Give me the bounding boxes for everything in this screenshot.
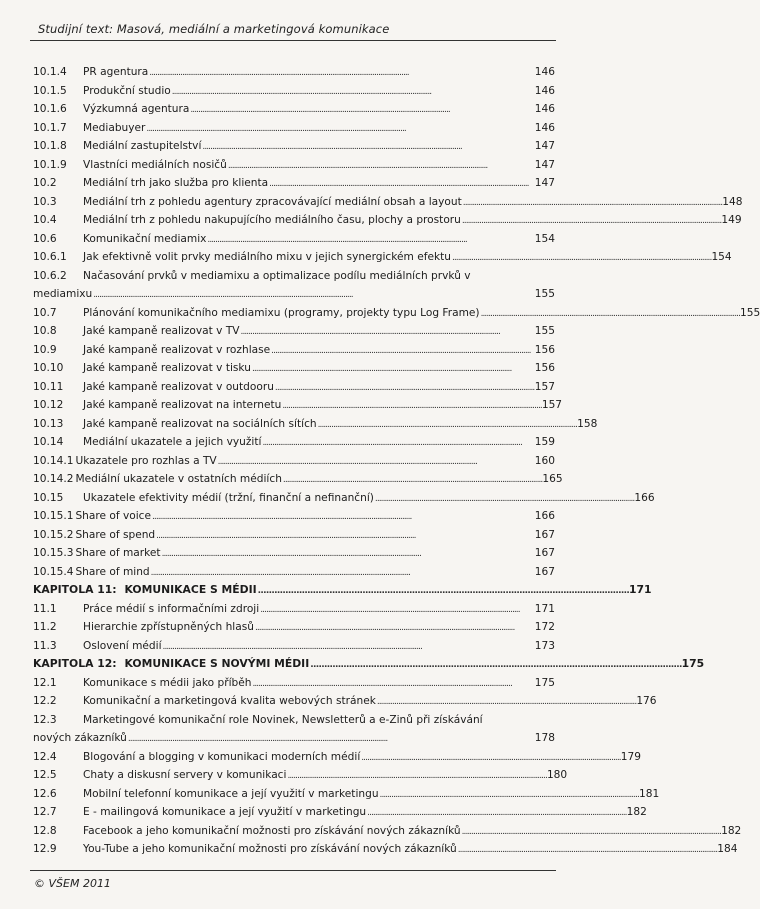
dot-leader <box>128 729 534 749</box>
dot-leader <box>152 507 534 527</box>
toc-entry-page: 156 <box>534 362 555 374</box>
toc-entry-number: 10.3 <box>33 195 57 208</box>
toc-entry-page: 180 <box>546 769 568 781</box>
dot-leader <box>252 674 533 694</box>
toc-entry <box>33 230 555 249</box>
toc-entry-number: 12.8 <box>33 824 57 837</box>
toc-entry <box>33 341 555 360</box>
toc-entry-page: 146 <box>534 121 555 134</box>
dot-leader <box>269 174 534 194</box>
toc-entry-number: 10.7 <box>33 306 57 319</box>
toc-entry <box>33 267 555 304</box>
dot-leader <box>380 785 638 805</box>
toc-entry <box>33 396 563 415</box>
toc-entry-number: 12.6 <box>33 787 57 800</box>
toc-entry-title: Mediální ukazatele v ostatních médiích <box>75 473 282 485</box>
toc-entry-number: KAPITOLA 11: <box>33 583 117 596</box>
toc-entry-title: Jak efektivně volit prvky mediálního mixu v jejich synergickém efektu <box>83 251 451 263</box>
toc-entry <box>33 359 555 378</box>
toc-entry-title: Mediální trh z pohledu nakupujícího mediálního času, plochy a prostoru <box>83 214 461 226</box>
toc-entry-title: KOMUNIKACE S NOVÝMI MÉDII <box>124 657 310 670</box>
toc-entry-page: 155 <box>534 288 555 300</box>
dot-leader <box>252 359 534 379</box>
toc-entry-number: 10.13 <box>33 417 64 430</box>
toc-entry-title: KOMUNIKACE S MÉDII <box>124 583 257 596</box>
toc-entry-number: 10.14.1 <box>33 454 74 467</box>
dot-leader <box>258 581 628 601</box>
toc-entry <box>33 452 555 471</box>
toc-entry <box>33 100 555 119</box>
toc-entry <box>33 803 647 822</box>
toc-entry-title: E - mailingová komunikace a její využití v marketingu <box>83 806 367 818</box>
toc-entry-number: 10.6.2 <box>33 269 67 282</box>
toc-entry-page: 166 <box>534 510 555 522</box>
toc-entry <box>33 322 555 341</box>
toc-entry-number: 10.1.4 <box>33 66 67 78</box>
toc-entry-number: 12.7 <box>33 806 57 818</box>
toc-entry <box>33 211 742 230</box>
dot-leader <box>146 119 533 139</box>
dot-leader <box>318 415 576 435</box>
toc-entry-number: 10.2 <box>33 177 57 189</box>
dot-leader <box>262 433 533 453</box>
toc-entry <box>33 618 555 637</box>
toc-entry-number: 10.15.1 <box>33 510 74 522</box>
toc-entry-title: Jaké kampaně realizovat v outdooru <box>83 380 274 393</box>
toc-entry-number: KAPITOLA 12: <box>33 657 117 670</box>
toc-entry-title: Share of mind <box>75 565 150 578</box>
dot-leader <box>462 822 720 842</box>
toc-entry-page: 182 <box>626 806 647 818</box>
dot-leader <box>271 341 534 361</box>
toc-entry <box>33 785 660 804</box>
dot-leader <box>377 692 635 712</box>
toc-entry-number: 10.1.6 <box>33 103 67 115</box>
toc-entry <box>33 433 555 452</box>
toc-entry-page: 182 <box>721 824 742 837</box>
toc-entry-number: 10.15 <box>33 491 64 504</box>
dot-leader <box>462 211 720 231</box>
toc-entry <box>33 711 555 748</box>
toc-entry-number: 10.8 <box>33 325 57 337</box>
toc-chapter-heading <box>33 581 652 600</box>
toc-entry-page: 155 <box>740 306 760 319</box>
dot-leader <box>163 637 534 657</box>
toc-entry <box>33 156 555 175</box>
toc-entry <box>33 544 555 563</box>
toc-entry <box>33 193 743 212</box>
toc-entry-title: Marketingové komunikační role Novinek, Newsletterů a e-Zinů při získávání <box>83 713 483 726</box>
toc-entry-page: 175 <box>534 676 555 689</box>
toc-entry-title: Vlastníci mediálních nosičů <box>83 158 227 171</box>
dot-leader <box>241 322 534 342</box>
dot-leader <box>162 544 534 564</box>
toc-entry-page: 154 <box>711 251 732 263</box>
toc-entry-page: 147 <box>534 140 555 152</box>
footer-copyright: © VŠEM 2011 <box>34 877 111 890</box>
toc-entry-page: 167 <box>534 547 555 559</box>
toc-entry <box>33 248 732 267</box>
toc-entry-title: Ukazatele pro rozhlas a TV <box>75 454 217 467</box>
toc-entry <box>33 378 555 397</box>
toc-entry-title: Komunikace s médii jako příběh <box>83 676 252 689</box>
toc-entry-number: 10.12 <box>33 399 64 411</box>
toc-entry-title: Plánování komunikačního mediamixu (programy, projekty typu Log Frame) <box>83 306 480 319</box>
toc-entry-number: 10.1.5 <box>33 84 67 97</box>
toc-entry-title: Mediální trh z pohledu agentury zpracovávající mediální obsah a layout <box>83 195 462 208</box>
toc-entry-title: Facebook a jeho komunikační možnosti pro získávání nových zákazníků <box>83 824 461 837</box>
toc-entry-page: 179 <box>620 750 641 763</box>
dot-leader <box>228 156 534 176</box>
toc-entry-title: Komunikační mediamix <box>83 232 207 245</box>
toc-entry-title: Produkční studio <box>83 84 171 97</box>
dot-leader <box>255 618 534 638</box>
toc-entry-page: 158 <box>577 417 598 430</box>
dot-leader <box>463 193 721 213</box>
toc-entry <box>33 822 742 841</box>
toc-entry-page: 166 <box>634 491 655 504</box>
toc-entry-page: 184 <box>717 843 738 855</box>
toc-entry-title: Načasování prvků v mediamixu a optimalizace podílu mediálních prvků v <box>83 269 471 282</box>
toc-entry-page: 173 <box>534 639 555 652</box>
toc-entry-page: 178 <box>534 732 555 744</box>
toc-entry-title: Hierarchie zpřístupněných hlasů <box>83 621 254 633</box>
dot-leader <box>93 285 534 305</box>
toc-entry-title: Oslovení médií <box>83 639 162 652</box>
toc-entry-number: 10.1.7 <box>33 121 67 134</box>
dot-leader <box>452 248 710 268</box>
toc-entry <box>33 507 555 526</box>
toc-entry-title: Share of market <box>75 547 161 559</box>
toc-entry-number: 10.9 <box>33 343 57 356</box>
toc-entry <box>33 526 555 545</box>
toc-entry-title: Výzkumná agentura <box>83 103 190 115</box>
toc-entry-number: 10.11 <box>33 380 64 393</box>
toc-entry-page: 167 <box>534 565 555 578</box>
toc-entry <box>33 137 555 156</box>
toc-entry-page: 154 <box>534 232 555 245</box>
dot-leader <box>260 600 534 620</box>
toc-entry-number: 10.14 <box>33 436 64 448</box>
toc-entry-page: 146 <box>534 103 555 115</box>
toc-entry-title: Jaké kampaně realizovat na sociálních sítích <box>83 417 317 430</box>
toc-entry-title: Share of spend <box>75 528 156 541</box>
toc-entry <box>33 470 563 489</box>
toc-entry-title: Práce médií s informačními zdroji <box>83 602 260 615</box>
toc-entry <box>33 174 555 193</box>
toc-entry <box>33 304 760 323</box>
toc-entry-number: 11.2 <box>33 621 57 633</box>
toc-entry-title: Ukazatele efektivity médií (tržní, finanční a nefinanční) <box>83 491 374 504</box>
page-header-title: Studijní text: Masová, mediální a marketingová komunikace <box>38 22 390 36</box>
toc-entry-number: 12.2 <box>33 695 57 707</box>
dot-leader <box>202 137 533 157</box>
toc-entry-page: 171 <box>534 602 555 615</box>
toc-chapter-heading <box>33 655 705 674</box>
toc-entry-title: Mediální zastupitelství <box>83 140 202 152</box>
footer-rule <box>30 870 556 871</box>
toc-entry-page: 181 <box>639 787 660 800</box>
dot-leader <box>149 63 533 83</box>
toc-entry <box>33 489 655 508</box>
toc-entry-page: 171 <box>628 583 652 596</box>
table-of-contents <box>33 63 760 859</box>
toc-entry-title: Blogování a blogging v komunikaci moderních médií <box>83 750 361 763</box>
dot-leader <box>458 840 716 860</box>
toc-entry <box>33 637 555 656</box>
toc-entry-number: 12.9 <box>33 843 57 855</box>
toc-entry-title: PR agentura <box>83 66 149 78</box>
toc-entry-page: 156 <box>534 343 555 356</box>
dot-leader <box>218 452 534 472</box>
toc-entry-title: Mobilní telefonní komunikace a její využití v marketingu <box>83 787 379 800</box>
toc-entry-title: Jaké kampaně realizovat na internetu <box>83 399 282 411</box>
toc-entry-number: 10.6 <box>33 232 57 245</box>
toc-entry-title: Chaty a diskusní servery v komunikaci <box>83 769 287 781</box>
dot-leader <box>367 803 625 823</box>
toc-entry <box>33 63 555 82</box>
toc-entry-number: 10.15.3 <box>33 547 74 559</box>
dot-leader <box>190 100 533 120</box>
toc-entry-title: Mediální trh jako služba pro klienta <box>83 177 269 189</box>
dot-leader <box>151 563 534 583</box>
dot-leader <box>481 304 739 324</box>
toc-entry-number: 12.5 <box>33 769 57 781</box>
toc-entry <box>33 674 555 693</box>
dot-leader <box>282 396 540 416</box>
toc-entry-title: Share of voice <box>75 510 151 522</box>
toc-entry <box>33 766 568 785</box>
dot-leader <box>207 230 533 250</box>
toc-entry-page: 149 <box>721 214 742 226</box>
dot-leader <box>156 526 534 546</box>
toc-entry-page: 157 <box>541 399 563 411</box>
dot-leader <box>275 378 534 398</box>
toc-entry-number: 12.4 <box>33 750 57 763</box>
dot-leader <box>310 655 680 675</box>
toc-entry-page: 159 <box>534 436 555 448</box>
toc-entry <box>33 748 641 767</box>
toc-entry-number: 10.4 <box>33 214 57 226</box>
toc-entry-page: 175 <box>681 657 705 670</box>
toc-entry-title-continued: nových zákazníků <box>33 732 127 744</box>
toc-entry-page: 172 <box>534 621 555 633</box>
toc-entry-page: 148 <box>722 195 743 208</box>
toc-entry <box>33 840 738 859</box>
toc-entry-page: 176 <box>636 695 657 707</box>
toc-entry-title: Mediální ukazatele a jejich využití <box>83 436 262 448</box>
toc-entry-page: 146 <box>534 84 555 97</box>
toc-entry <box>33 119 555 138</box>
toc-entry <box>33 82 555 101</box>
toc-entry <box>33 563 555 582</box>
toc-entry-page: 147 <box>534 158 555 171</box>
toc-entry-page: 155 <box>534 325 555 337</box>
toc-entry-number: 10.1.9 <box>33 158 67 171</box>
toc-entry-number: 10.14.2 <box>33 473 74 485</box>
dot-leader <box>172 82 534 102</box>
toc-entry-title: Jaké kampaně realizovat v rozhlase <box>83 343 271 356</box>
toc-entry <box>33 415 598 434</box>
toc-entry-page: 165 <box>542 473 563 485</box>
toc-entry-number: 10.1.8 <box>33 140 67 152</box>
toc-entry-page: 167 <box>534 528 555 541</box>
toc-entry-number: 10.6.1 <box>33 251 67 263</box>
toc-entry-number: 11.3 <box>33 639 57 652</box>
dot-leader <box>361 748 619 768</box>
toc-entry-number: 12.3 <box>33 713 57 726</box>
toc-entry-page: 147 <box>534 177 555 189</box>
toc-entry-title: Komunikační a marketingová kvalita webových stránek <box>83 695 376 707</box>
dot-leader <box>375 489 633 509</box>
toc-entry-title: Jaké kampaně realizovat v tisku <box>83 362 251 374</box>
toc-entry-title: You-Tube a jeho komunikační možnosti pro získávání nových zákazníků <box>83 843 457 855</box>
toc-entry-title: Jaké kampaně realizovat v TV <box>83 325 240 337</box>
toc-entry-number: 10.15.4 <box>33 565 74 578</box>
header-rule <box>30 40 556 41</box>
dot-leader <box>283 470 541 490</box>
dot-leader <box>287 766 545 786</box>
toc-entry-page: 146 <box>534 66 555 78</box>
toc-entry-page: 157 <box>534 380 555 393</box>
toc-entry-page: 160 <box>534 454 555 467</box>
toc-entry-number: 10.10 <box>33 362 64 374</box>
toc-entry-title-continued: mediamixu <box>33 288 93 300</box>
toc-entry-number: 10.15.2 <box>33 528 74 541</box>
toc-entry-number: 12.1 <box>33 676 57 689</box>
toc-entry <box>33 600 555 619</box>
toc-entry-title: Mediabuyer <box>83 121 146 134</box>
toc-entry-number: 11.1 <box>33 602 57 615</box>
toc-entry <box>33 692 657 711</box>
